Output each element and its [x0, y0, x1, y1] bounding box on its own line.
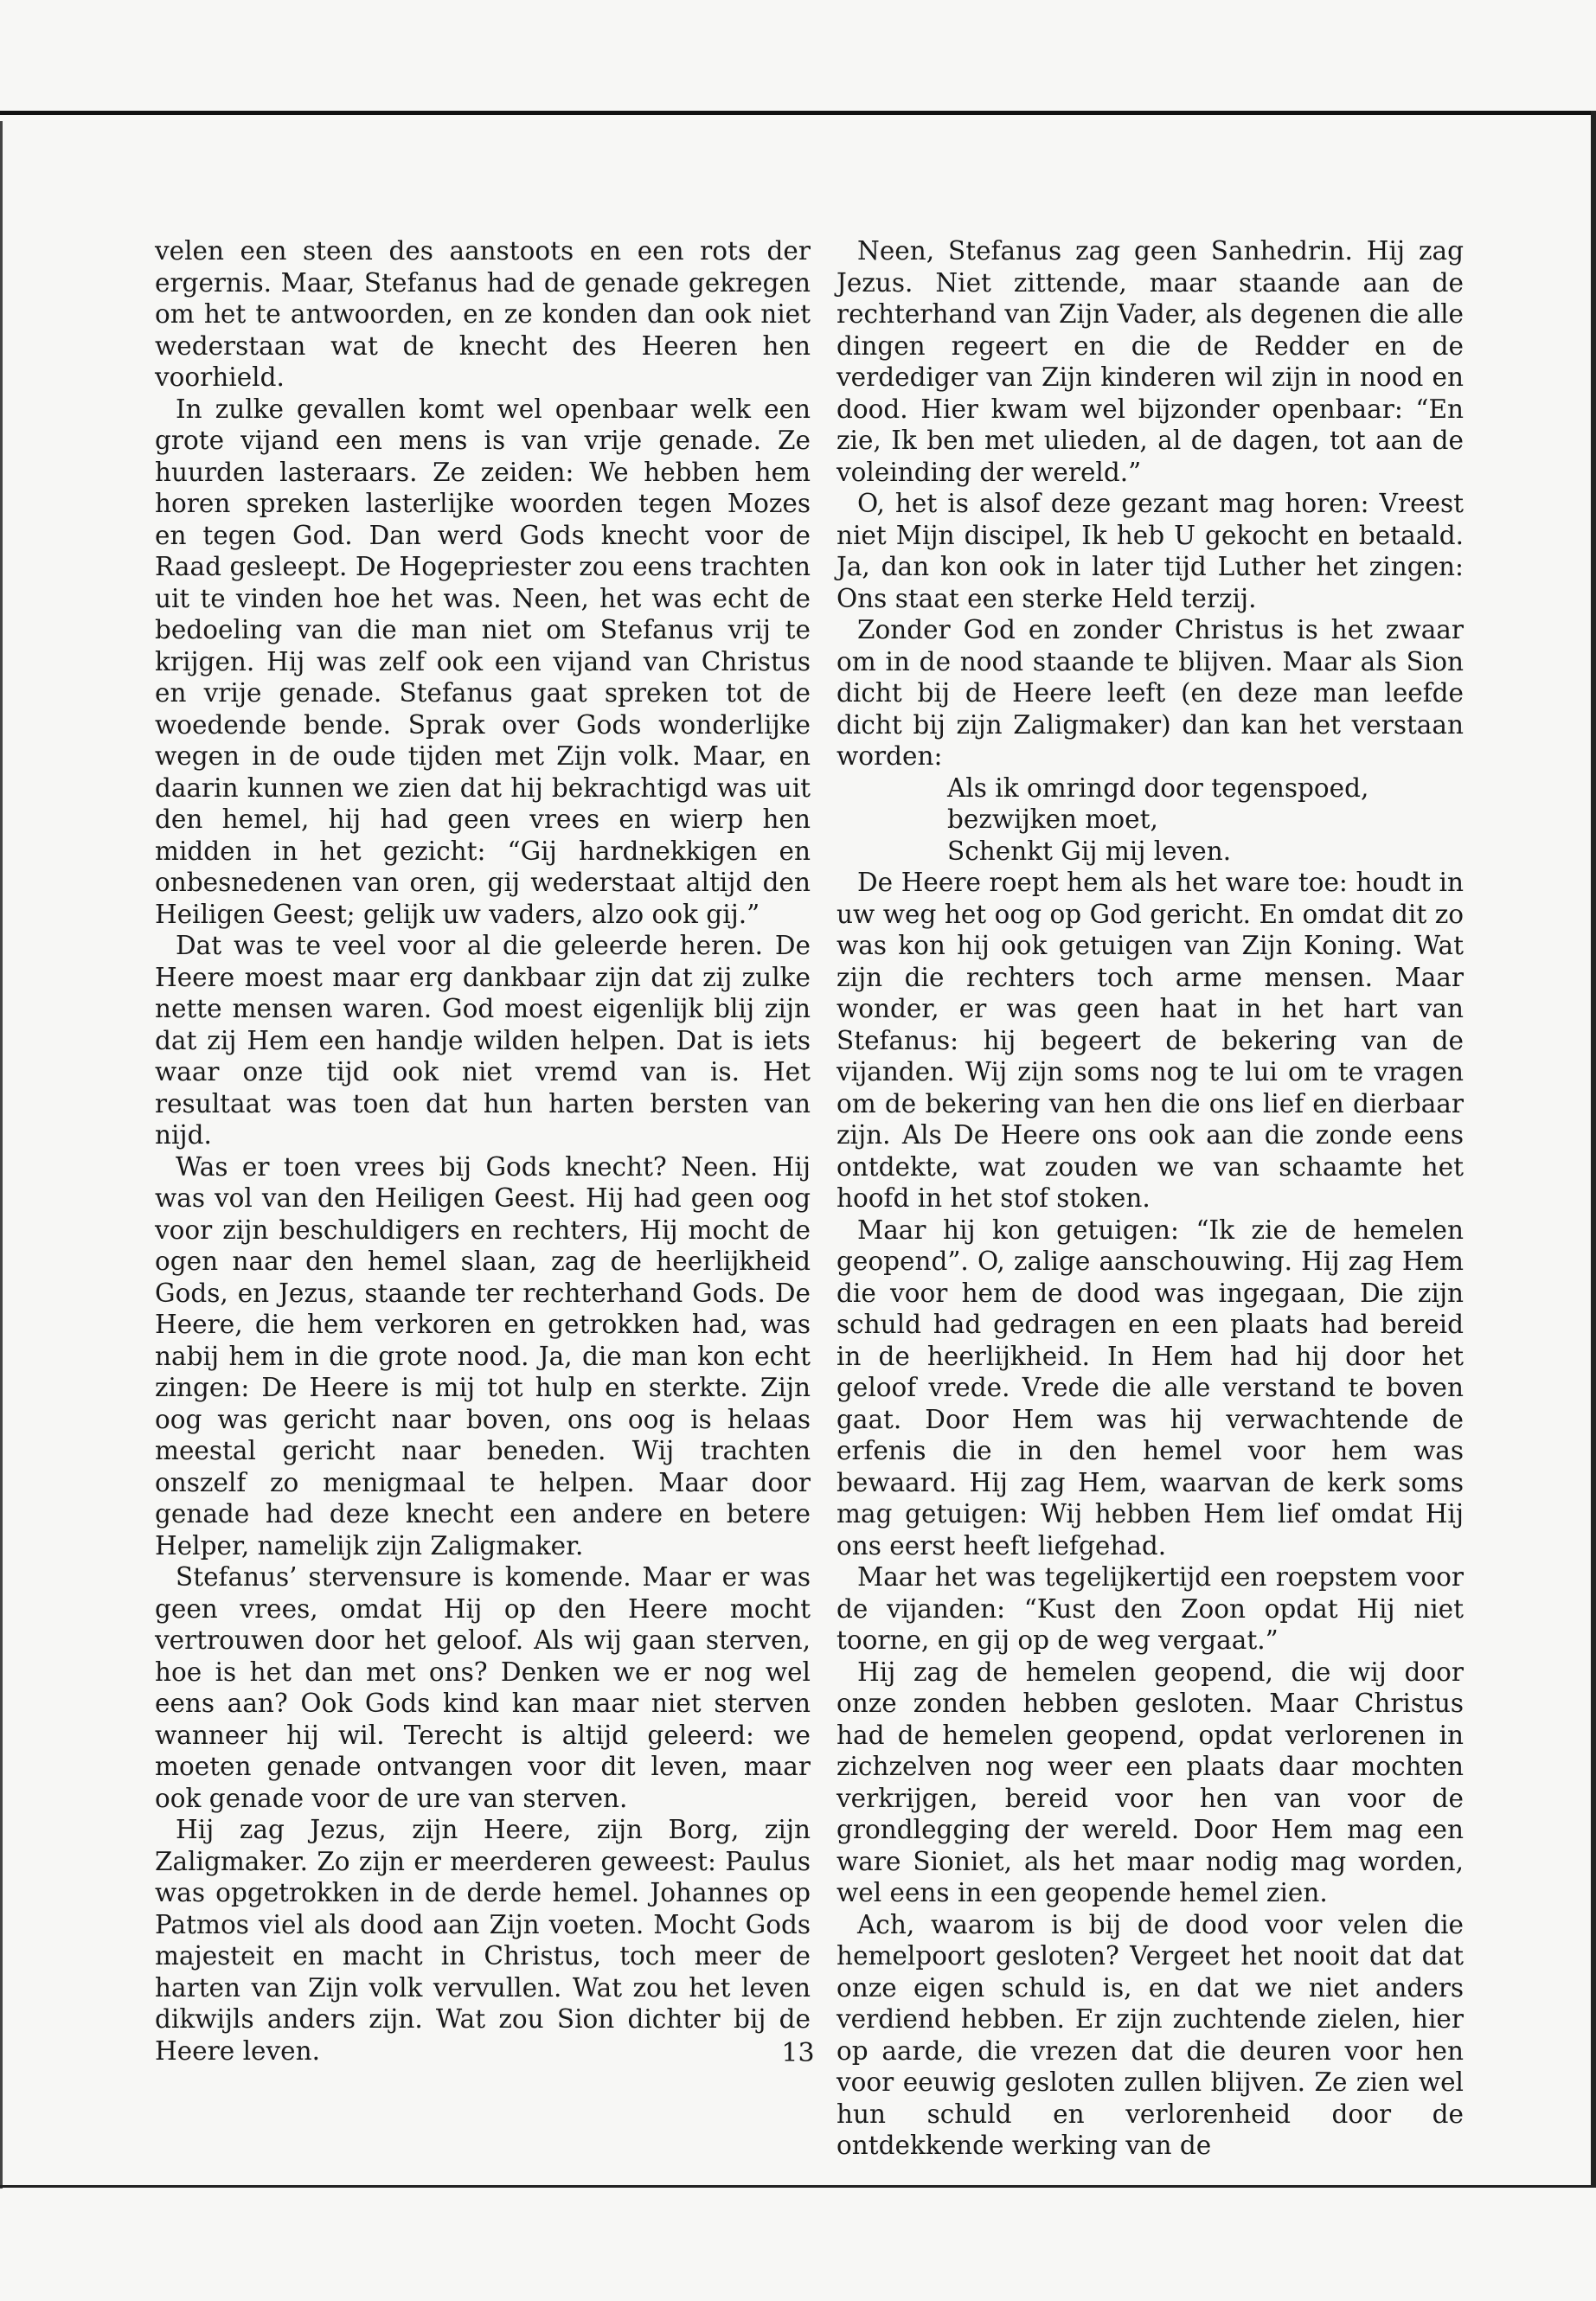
left-column: [155, 235, 811, 2067]
left-paragraph-4: Was er toen vrees bij Gods knecht? Neen. Hij was vol van den Heiligen Geest. Hij had geen oog voor zijn beschuldigers en rechters, Hij mocht de ogen naar den hemel slaan, zag de heerlijkheid Gods, en Jezus, staande ter rechterhand Gods. De Heere, die hem verkoren en getrokken had, was nabij hem in die grote nood. Ja, die man kon echt zingen: De Heere is mij tot hulp en sterkte. Zijn oog was gericht naar boven, ons oog is helaas meestal gericht naar beneden. Wij trachten onszelf zo menigmaal te helpen. Maar door genade had deze knecht een andere en betere Helper, namelijk zijn Zaligmaker.: [155, 1151, 811, 1561]
left-paragraph-3: Dat was te veel voor al die geleerde heren. De Heere moest maar erg dankbaar zijn dat zij zulke nette mensen waren. God moest eigenlijk blij zijn dat zij Hem een handje wilden helpen. Dat is iets waar onze tijd ook niet vremd van is. Het resultaat was toen dat hun harten bersten van nijd.: [155, 931, 811, 1150]
right-paragraph-1: Neen, Stefanus zag geen Sanhedrin. Hij zag Jezus. Niet zittende, maar staande aan de rechterhand van Zijn Vader, als degenen die alle dingen regeert en die de Redder en de verdediger van Zijn kinderen wil zijn in nood en dood. Hier kwam wel bijzonder openbaar: “En zie, Ik ben met ulieden, al de dagen, tot aan de voleinding der wereld.”: [836, 236, 1464, 487]
right-column: [836, 235, 1464, 2162]
left-border-edge: [0, 121, 3, 2189]
right-paragraph-7: Hij zag de hemelen geopend, die wij door onze zonden hebben gesloten. Maar Christus had de hemelen geopend, opdat verlorenen in zichzelven nog weer een plaats daar mochten verkrijgen, bereid voor hen van voor de grondlegging der wereld. Door Hem mag een ware Sioniet, als het maar nodig mag worden, wel eens in een geopende hemel zien.: [836, 1657, 1464, 1907]
left-paragraph-1: velen een steen des aanstoots en een rots der ergernis. Maar, Stefanus had de genade gekregen om het te antwoorden, en ze konden dan ook niet wederstaan wat de knecht des Heeren hen voorhield.: [155, 236, 811, 392]
right-border-edge: [1591, 111, 1596, 2187]
right-paragraph-2: O, het is alsof deze gezant mag horen: Vreest niet Mijn discipel, Ik heb U gekocht en betaald. Ja, dan kon ook in later tijd Luther het zingen: Ons staat een sterke Held terzij.: [836, 489, 1464, 613]
left-paragraph-5: Stefanus’ stervensure is komende. Maar er was geen vrees, omdat Hij op den Heere mocht vertrouwen door het geloof. Als wij gaan sterven, hoe is het dan met ons? Denken we er nog wel eens aan? Ook Gods kind kan maar niet sterven wanneer hij wil. Terecht is altijd geleerd: we moeten genade ontvangen voor dit leven, maar ook genade voor de ure van sterven.: [155, 1562, 811, 1813]
left-paragraph-6: Hij zag Jezus, zijn Heere, zijn Borg, zijn Zaligmaker. Zo zijn er meerderen geweest: Paulus was opgetrokken in de derde hemel. Johannes op Patmos viel als dood aan Zijn voeten. Mocht Gods majesteit en macht in Christus, toch meer de harten van Zijn volk vervullen. Wat zou het leven dikwijls anders zijn. Wat zou Sion dichter bij de Heere leven.: [155, 1815, 811, 2066]
bottom-border-rule: [0, 2185, 1596, 2188]
left-paragraph-2: In zulke gevallen komt wel openbaar welk een grote vijand een mens is van vrije genade. Ze huurden lasteraars. Ze zeiden: We hebben hem horen spreken lasterlijke woorden tegen Mozes en tegen God. Dan werd Gods knecht voor de Raad gesleept. De Hogepriester zou eens trachten uit te vinden hoe het was. Neen, het was echt de bedoeling van die man niet om Stefanus vrij te krijgen. Hij was zelf ook een vijand van Christus en vrije genade. Stefanus gaat spreken tot de woedende bende. Sprak over Gods wonderlijke wegen in de oude tijden met Zijn volk. Maar, en daarin kunnen we zien dat hij bekrachtigd was uit den hemel, hij had geen vrees en wierp hen midden in het gezicht: “Gij hardnekkigen en onbesnedenen van oren, gij wederstaat altijd den Heiligen Geest; gelijk uw vaders, alzo ook gij.”: [155, 394, 811, 929]
quoted-verse: [836, 772, 1464, 868]
verse-line: Schenkt Gij mij leven.: [947, 836, 1232, 866]
top-border-rule: [0, 111, 1596, 115]
verse-line: Als ik omringd door tegenspoed,: [947, 772, 1369, 803]
page-number: 13: [781, 2038, 815, 2068]
right-paragraph-8: Ach, waarom is bij de dood voor velen die hemelpoort gesloten? Vergeet het nooit dat dat onze eigen schuld is, en dat we niet anders verdiend hebben. Er zijn zuchtende zielen, hier op aarde, die vrezen dat die deuren voor hen voor eeuwig gesloten zullen blijven. Ze zien wel hun schuld en verlorenheid door de ontdekkende werking van de: [836, 1909, 1464, 2160]
right-paragraph-6: Maar het was tegelijkertijd een roepstem voor de vijanden: “Kust den Zoon opdat Hij niet toorne, en gij op de weg vergaat.”: [836, 1562, 1464, 1655]
verse-line: bezwijken moet,: [947, 804, 1158, 834]
right-paragraph-4: De Heere roept hem als het ware toe: houdt in uw weg het oog op God gericht. En omdat dit zo was kon hij ook getuigen van Zijn Koning. Wat zijn die rechters toch arme mensen. Maar wonder, er was geen haat in het hart van Stefanus: hij begeert de bekering van de vijanden. Wij zijn soms nog te lui om te vragen om de bekering van hen die ons lief en dierbaar zijn. Als De Heere ons ook aan die zonde eens ontdekte, wat zouden we van schaamte het hoofd in het stof stoken.: [836, 868, 1464, 1213]
right-paragraph-3: Zonder God en zonder Christus is het zwaar om in de nood staande te blijven. Maar als Sion dicht bij de Heere leeft (en deze man leefde dicht bij zijn Zaligmaker) dan kan het verstaan worden:: [836, 615, 1464, 771]
right-paragraph-5: Maar hij kon getuigen: “Ik zie de hemelen geopend”. O, zalige aanschouwing. Hij zag Hem die voor hem de dood was ingegaan, Die zijn schuld had gedragen en een plaats had bereid in de heerlijkheid. In Hem had hij door het geloof vrede. Vrede die alle verstand te boven gaat. Door Hem was hij verwachtende de erfenis die in den hemel voor hem was bewaard. Hij zag Hem, waarvan de kerk soms mag getuigen: Wij hebben Hem lief omdat Hij ons eerst heeft liefgehad.: [836, 1215, 1464, 1561]
